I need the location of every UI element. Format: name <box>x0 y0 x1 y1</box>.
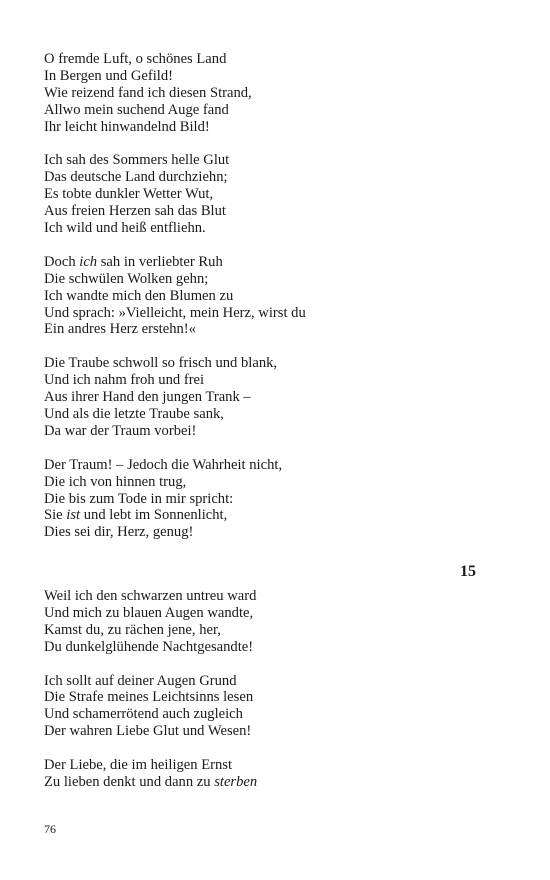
stanza <box>44 588 514 656</box>
poem-line: Der wahren Liebe Glut und Wesen! <box>44 723 252 740</box>
poem-line: Kamst du, zu rächen jene, her, <box>44 621 221 638</box>
poem-line: Die Traube schwoll so frisch und blank, <box>44 355 278 372</box>
poem-line: Die bis zum Tode in mir spricht: <box>44 490 234 507</box>
poem-line: Es tobte dunkler Wetter Wut, <box>44 186 214 203</box>
poem-line: Die Strafe meines Leichtsinns lesen <box>44 689 254 706</box>
stanza <box>44 757 514 791</box>
poem-line: Ihr leicht hinwandelnd Bild! <box>44 118 210 135</box>
poem-line: Und als die letzte Traube sank, <box>44 405 224 422</box>
poem-line: Du dunkelglühende Nachtgesandte! <box>44 638 254 655</box>
stanza-gap <box>44 237 514 254</box>
poem-line: Die ich von hinnen trug, <box>44 473 187 490</box>
poem-line: Ich wild und heiß entfliehn. <box>44 220 206 237</box>
poem-line: Ein andres Herz erstehn!« <box>44 321 196 338</box>
poem-line: Weil ich den schwarzen untreu ward <box>44 588 257 604</box>
poem-line: Der Liebe, die im heiligen Ernst <box>44 757 233 774</box>
poem-line: Dies sei dir, Herz, genug! <box>44 524 194 541</box>
stanza-gap <box>44 740 514 757</box>
stanza <box>44 673 514 741</box>
stanza <box>44 51 514 136</box>
poem-line: Und ich nahm froh und frei <box>44 372 205 389</box>
poem-line: O fremde Luft, o schönes Land <box>44 51 227 67</box>
stanza-gap <box>44 440 514 457</box>
poem-line: Ich sah des Sommers helle Glut <box>44 152 230 169</box>
stanza <box>44 254 514 339</box>
poem-line: Und sprach: »Vielleicht, mein Herz, wirst du <box>44 304 306 321</box>
poem-line: Die schwülen Wolken gehn; <box>44 270 209 287</box>
poem-line: Da war der Traum vorbei! <box>44 422 197 439</box>
poem-line: Aus ihrer Hand den jungen Trank – <box>44 389 251 406</box>
poem-line: Aus freien Herzen sah das Blut <box>44 203 226 220</box>
section-number: 15 <box>460 563 476 580</box>
stanza <box>44 457 514 542</box>
stanza-gap <box>44 656 514 673</box>
poem-line: Wie reizend fand ich diesen Strand, <box>44 84 252 101</box>
poem-continued <box>44 51 514 541</box>
poem-line: Sie ist und lebt im Sonnenlicht, <box>44 507 228 524</box>
poem-line: Ich wandte mich den Blumen zu <box>44 287 234 304</box>
poem-line: In Bergen und Gefild! <box>44 67 174 84</box>
stanza-gap <box>44 136 514 153</box>
poem-line: Zu lieben denkt und dann zu sterben <box>44 773 258 790</box>
poem-line: Der Traum! – Jedoch die Wahrheit nicht, <box>44 456 283 473</box>
poem-line: Doch ich sah in verliebter Ruh <box>44 253 223 270</box>
stanza <box>44 152 514 237</box>
poem-line: Ich sollt auf deiner Augen Grund <box>44 672 237 689</box>
stanza-gap <box>44 338 514 355</box>
poem-line: Und schamerrötend auch zugleich <box>44 706 243 723</box>
poem-line: Allwo mein suchend Auge fand <box>44 101 229 118</box>
poem-15 <box>44 588 514 791</box>
poem-line: Das deutsche Land durchziehn; <box>44 169 228 186</box>
page-number: 76 <box>44 822 56 836</box>
stanza <box>44 355 514 440</box>
poem-line: Und mich zu blauen Augen wandte, <box>44 604 254 621</box>
